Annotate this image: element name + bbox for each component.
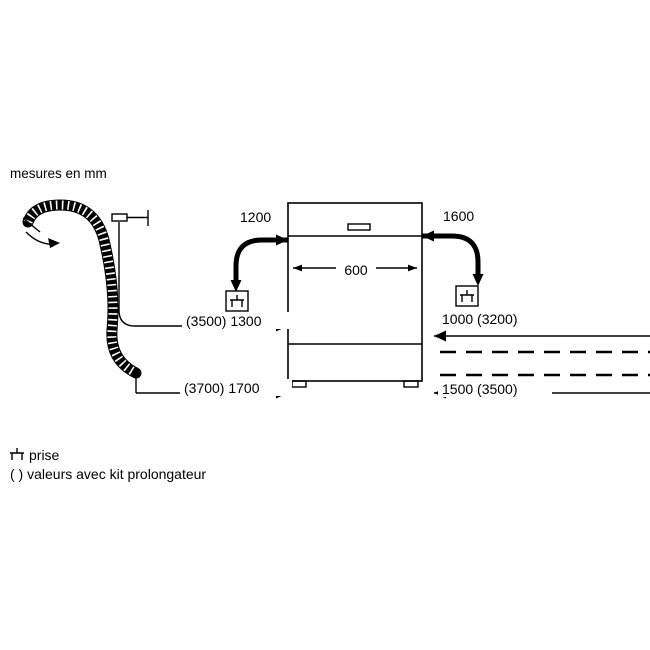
line-water-right-upper [434,331,650,353]
dimension-label-water-right-upper: 1000 (3200) [442,311,518,327]
appliance-outline [288,203,422,387]
units-note: mesures en mm [10,166,107,181]
legend-socket-label: prise [29,447,60,463]
socket-right [456,286,478,306]
dimension-label-drain-left: (3700) 1700 [184,380,260,396]
socket-left [226,291,248,311]
dimension-width-600 [293,261,417,278]
hose-left-1200 [231,235,289,293]
dimension-label-hose-left-top: 1200 [240,209,272,225]
dimension-label-600: 600 [344,262,368,278]
dimension-label-drain-right: 1500 (3500) [442,381,518,397]
legend-socket-icon [10,448,24,460]
hose-right-1600 [422,231,484,287]
dimension-label-hose-right-top: 1600 [443,208,475,224]
dimension-label-electrical-left: (3500) 1300 [186,313,262,329]
legend-extension-label: ( ) valeurs avec kit prolongateur [10,466,207,482]
